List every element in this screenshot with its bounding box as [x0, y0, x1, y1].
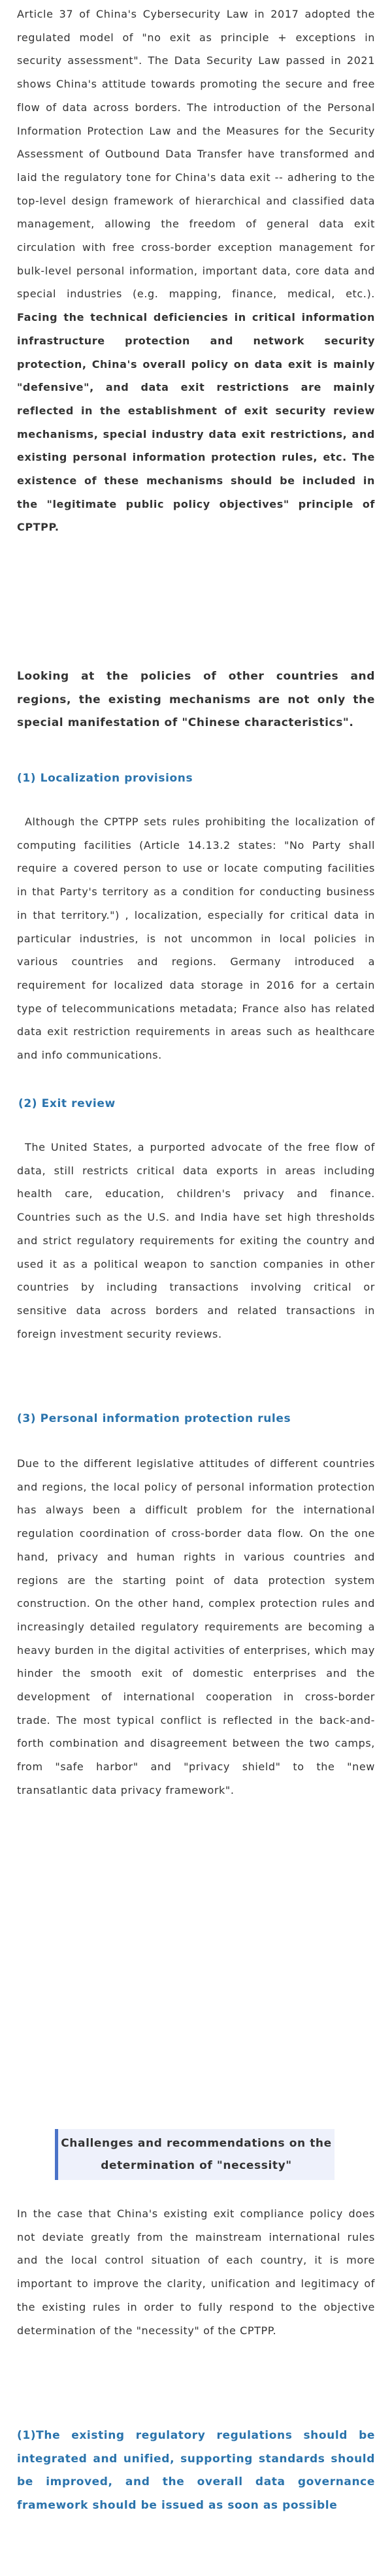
section-body-exit-review: The United States, a purported advocate of the free flow of data, still restricts critical data exports in areas including health care, education, children's privacy and finance. Countries such as the U.S. and India have set high thresholds and strict regulatory requirements for exiting the country and used it as a political weapon to sanction companies in other countries by including transactions involving critical or sensitive data across borders and related transactions in foreign investment security reviews.	[17, 1141, 375, 1340]
section-body-localization: Although the CPTPP sets rules prohibiting the localization of computing facilities (Article 14.13.2 states: "No Party shall require a covered person to use or locate computing facilities in that Party's territory as a condition for conducting business in that territory.") , localization, especially for critical data in particular industries, is not uncommon in local policies in various countries and regions. Germany introduced a requirement for localized data storage in 2016 for a certain type of telecommunications metadata; France also has related data exit restriction requirements in areas such as healthcare and info communications.	[17, 816, 375, 1062]
callout-text: Challenges and recommendations on the determination of "necessity"	[61, 2137, 332, 2172]
section-heading-exit-review: (2) Exit review	[18, 1097, 116, 1110]
paragraph-intro	[17, 3, 375, 539]
callout-necessity	[55, 2129, 335, 2180]
section-heading-personal-info: (3) Personal information protection rules	[17, 1412, 291, 1425]
section-body-personal-info: Due to the different legislative attitudes of different countries and regions, the local policy of personal information protection has always been a difficult problem for the international regulation coordination of cross-border data flow. On the one hand, privacy and human rights in various countries and regions are the starting point of data protection system construction. On the other hand, complex protection rules and increasingly detailed regulatory requirements are becoming a heavy burden in the digital activities of enterprises, which may hinder the smooth exit of domestic enterprises and the development of international cooperation in cross-border trade. The most typical conflict is reflected in the back-and-forth combination and disagreement between the two camps, from "safe harbor" and "privacy shield" to the "new transatlantic data privacy framework".	[17, 1457, 375, 1796]
paragraph-intro-plain: Article 37 of China's Cybersecurity Law in 2017 adopted the regulated model of "no exit as principle + exceptions in security assessment". The Data Security Law passed in 2021 shows China's attitude towards promoting the secure and free flow of data across borders. The introduction of the Personal Information Protection Law and the Measures for the Security Assessment of Outbound Data Transfer have transformed and laid the regulatory tone for China's data exit -- adhering to the top-level design framework of hierarchical and classified data management, allowing the freedom of general data exit circulation with free cross-border exception management for bulk-level personal information, important data, core data and special industries (e.g. mapping, finance, medical, etc.).	[17, 8, 375, 301]
paragraph-intro-bold: Facing the technical deficiencies in critical information infrastructure protection and network security protection, China's overall policy on data exit is mainly "defensive", and data exit restrictions are mainly reflected in the establishment of exit security review mechanisms, special industry data exit restrictions, and existing personal information protection rules, etc. The existence of these mechanisms should be included in the "legitimate public policy objectives" principle of CPTPP.	[17, 311, 375, 534]
paragraph-after-callout: In the case that China's existing exit compliance policy does not deviate greatly from the mainstream international rules and the local control situation of each country, it is more important to improve the clarity, unification and legitimacy of the existing rules in order to fully respond to the objective determination of the "necessity" of the CPTPP.	[17, 2207, 375, 2337]
paragraph-other-countries: Looking at the policies of other countries and regions, the existing mechanisms are not only the special manifestation of "Chinese characteristics".	[17, 670, 375, 730]
section-heading-localization: (1) Localization provisions	[17, 772, 193, 785]
recommendation-1: (1)The existing regulatory regulations should be integrated and unified, supporting standards should be improved, and the overall data governance framework should be issued as soon as possible	[17, 2429, 375, 2513]
